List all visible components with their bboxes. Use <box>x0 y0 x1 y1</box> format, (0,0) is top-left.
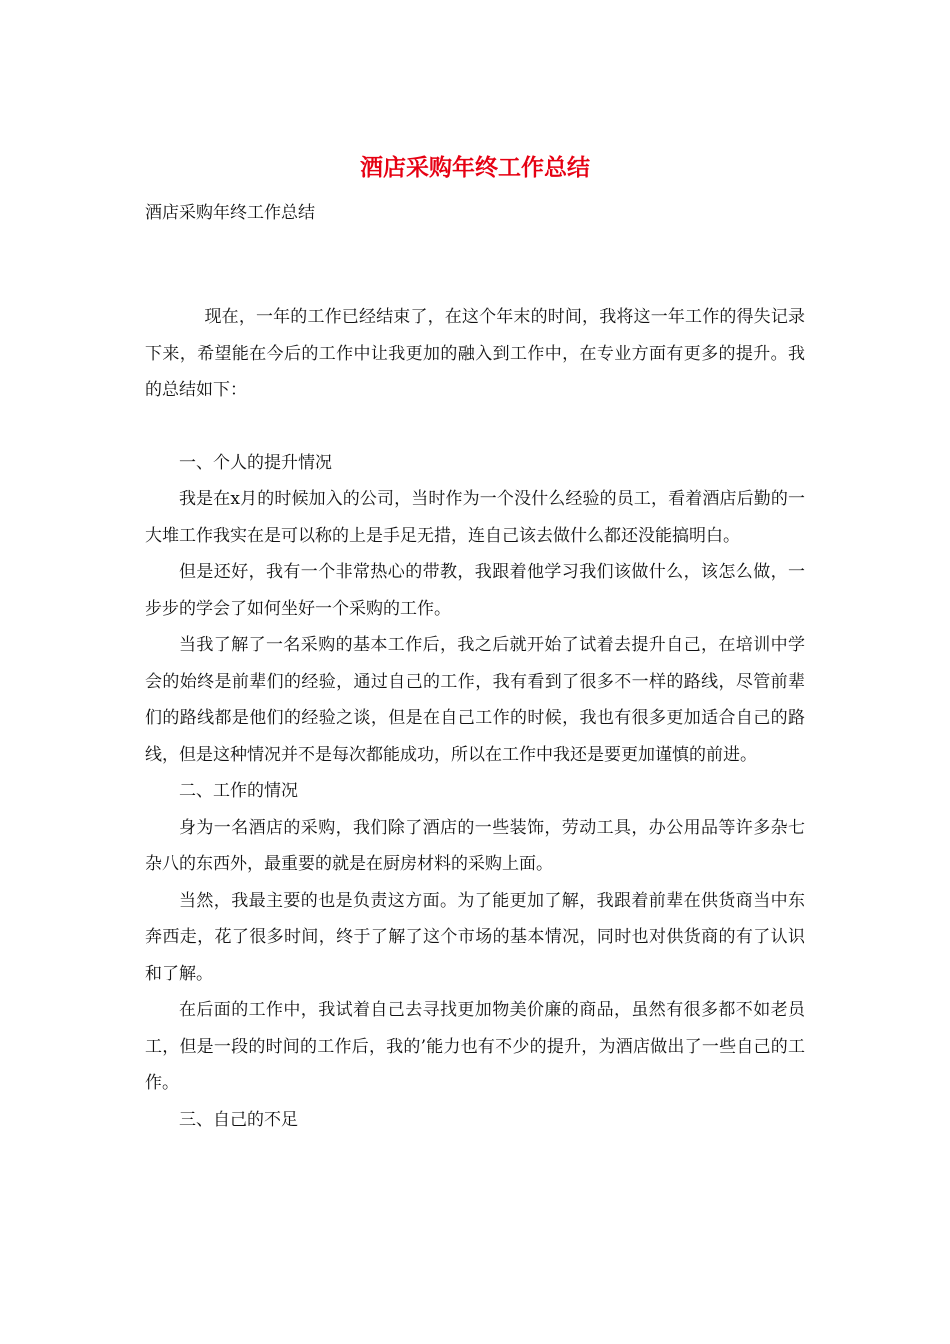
document-subtitle: 酒店采购年终工作总结 <box>145 203 315 223</box>
body-paragraph: 我是在x月的时候加入的公司，当时作为一个没什么经验的员工，看着酒店后勤的一大堆工作我实在是可以称的上是手足无措，连自己该去做什么都还没能搞明白。 <box>145 489 805 546</box>
body-paragraph: 当然，我最主要的也是负责这方面。为了能更加了解，我跟着前辈在供货商当中东奔西走，花了很多时间，终于了解了这个市场的基本情况，同时也对供货商的有了认识和了解。 <box>145 890 805 984</box>
body-paragraph: 但是还好，我有一个非常热心的带教，我跟着他学习我们该做什么，该怎么做，一步步的学会了如何坐好一个采购的工作。 <box>145 562 805 619</box>
body-paragraph: 当我了解了一名采购的基本工作后，我之后就开始了试着去提升自己，在培训中学会的始终是前辈们的经验，通过自己的工作，我有看到了很多不一样的路线，尽管前辈们的路线都是他们的经验之谈，但是在自己工作的时候，我也有很多更加适合自己的路线，但是这种情况并不是每次都能成功，所以在工作中我还是要更加谨慎的前进。 <box>145 635 805 765</box>
section-heading: 一、个人的提升情况 <box>179 452 332 473</box>
section-heading: 二、工作的情况 <box>179 781 298 801</box>
document-body <box>145 299 805 1138</box>
body-paragraph: 身为一名酒店的采购，我们除了酒店的一些装饰，劳动工具，办公用品等许多杂七杂八的东西外，最重要的就是在厨房材料的采购上面。 <box>145 817 805 874</box>
body-paragraph: 在后面的工作中，我试着自己去寻找更加物美价廉的商品，虽然有很多都不如老员工，但是一段的时间的工作后，我的’能力也有不少的提升，为酒店做出了一些自己的工作。 <box>145 1000 805 1093</box>
document-title: 酒店采购年终工作总结 <box>360 154 590 181</box>
section-heading: 三、自己的不足 <box>179 1109 298 1130</box>
intro-paragraph: 现在，一年的工作已经结束了，在这个年末的时间，我将这一年工作的得失记录下来，希望能在今后的工作中让我更加的融入到工作中，在专业方面有更多的提升。我的总结如下： <box>145 307 805 400</box>
